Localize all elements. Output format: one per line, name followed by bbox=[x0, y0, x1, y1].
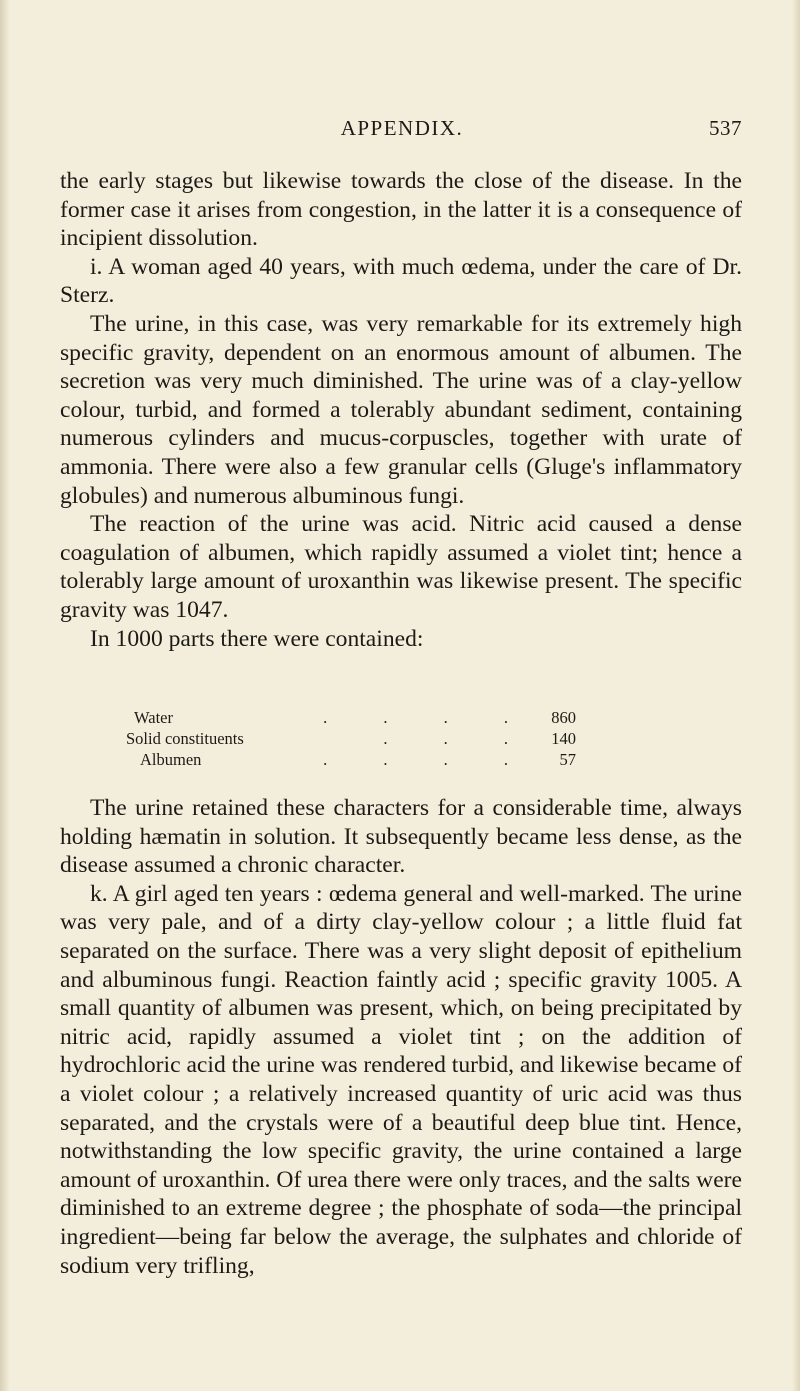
row-leader: . . . bbox=[383, 729, 534, 748]
page-left-edge bbox=[0, 0, 10, 1391]
row-leader: . . . . bbox=[323, 750, 534, 769]
paragraph: The urine retained these characters for a considerable time, always holding hæmatin in solution. It subsequently became less dense, as the disease assumed a chronic character. bbox=[60, 795, 742, 879]
row-value: 860 bbox=[551, 708, 576, 727]
row-label: Albumen bbox=[140, 750, 202, 769]
text-block-upper bbox=[60, 167, 742, 653]
paragraph: The reaction of the urine was acid. Nitric acid caused a dense coagulation of albumen, which rapidly assumed a violet tint; hence a tolerably large amount of uroxanthin was likewise present. The specific gravity was 1047. bbox=[60, 511, 742, 623]
table-row bbox=[126, 728, 576, 749]
row-value: 140 bbox=[551, 729, 576, 748]
row-label: Water bbox=[134, 708, 173, 727]
paragraph: k. A girl aged ten years : œdema general and well-marked. The urine was very pale, and of a dirty clay-yellow colour ; a little fluid fat separated on the surface. There was a very slight deposit of epithelium and albuminous fungi. Reaction faintly acid ; specific gravity 1005. A small quantity of albumen was present, which, on being precipitated by nitric acid, rapidly assumed a violet tint ; on the addition of hydrochloric acid the urine was rendered turbid, and likewise became of a violet colour ; a relatively increased quantity of uric acid was thus separated, and the crystals were of a beautiful deep blue tint. Hence, notwithstanding the low specific gravity, the urine contained a large amount of uroxanthin. Of urea there were only traces, and the salts were diminished to an extreme degree ; the phosphate of soda—the principal ingredient—being far below the average, the sulphates and chloride of sodium very trifling, bbox=[60, 880, 742, 1279]
text-block-lower bbox=[60, 794, 742, 1280]
row-leader: . . . . bbox=[323, 708, 534, 727]
row-value: 57 bbox=[559, 750, 576, 769]
composition-table bbox=[126, 707, 576, 770]
page-header bbox=[62, 116, 742, 146]
running-title: APPENDIX. bbox=[340, 116, 464, 140]
paragraph: the early stages but likewise towards the close of the disease. In the former case it arises from congestion, in the latter it is a consequence of incipient dissolution. bbox=[60, 168, 742, 252]
page-number: 537 bbox=[709, 116, 742, 140]
row-label: Solid constituents bbox=[126, 729, 244, 748]
table-row bbox=[126, 707, 576, 728]
paragraph: i. A woman aged 40 years, with much œdema, under the care of Dr. Sterz. bbox=[60, 253, 742, 309]
paragraph: The urine, in this case, was very remarkable for its extremely high specific gravity, dependent on an enormous amount of albumen. The secretion was very much diminished. The urine was of a clay-yellow colour, turbid, and formed a tolerably abundant sediment, containing numerous cylinders and mucus-corpuscles, together with urate of ammonia. There were also a few granular cells (Gluge's inflammatory globules) and numerous albuminous fungi. bbox=[60, 310, 742, 509]
page-right-edge bbox=[792, 0, 800, 1391]
table-row bbox=[126, 749, 576, 770]
paragraph: In 1000 parts there were contained: bbox=[90, 625, 424, 652]
